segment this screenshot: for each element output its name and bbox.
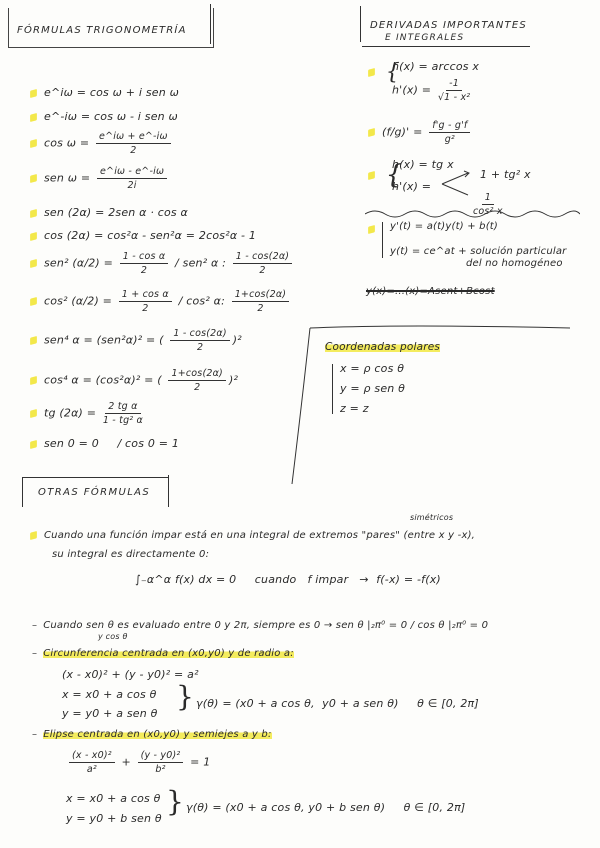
- otras-title-right: [168, 475, 169, 507]
- fraction: $\frac{1+\cos(2\alpha)}{2}$: [168, 368, 226, 393]
- circle-param: γ(θ) = (x0 + a cos θ, y0 + a sen θ) θ ∈ [0, 2π]: [196, 697, 479, 710]
- deriv-arccos-def: h(x) = arccos x: [392, 60, 480, 73]
- deriv-tg-option1: 1 + tg² x: [480, 168, 531, 181]
- formula-sen0: sen 0 = 0 / cos 0 = 1: [30, 437, 179, 450]
- circle-title: – Circunferencia centrada en (x0,y0) y de radio a:: [32, 648, 294, 659]
- bullet-icon: [368, 68, 375, 77]
- symmetric-note: simétricos: [410, 513, 454, 522]
- fraction: $\frac{1}{\text{cos² x}}$: [473, 192, 503, 217]
- fraction: $\frac{1+\cos(2\alpha)}{2}$: [232, 289, 290, 314]
- bullet-icon: [30, 336, 37, 345]
- polar-title: Coordenadas polares: [325, 341, 441, 353]
- formula-sen-2a: sen (2α) = 2sen α · cos α: [30, 206, 188, 219]
- deriv-quotient: (f/g)' = $\frac{f'g - g'f}{\text{g²}}$: [368, 120, 473, 145]
- fraction: $\frac{f'g - g'f}{\text{g²}}$: [429, 120, 470, 145]
- brace-icon: {: [385, 60, 400, 85]
- bullet-icon: [30, 112, 37, 121]
- deriv-tg-def: h(x) = tg x: [392, 158, 454, 171]
- formula-cos2-half: cos² (α/2) = $\frac{\text{1 + cos α}}{2}$ / cos² α: $\frac{1+\cos(2\alpha)}{2}$: [30, 289, 292, 314]
- fraction: $\frac{\text{(y - y0)²}}{\text{b²}}$: [138, 750, 184, 775]
- bullet-icon: [368, 224, 375, 233]
- ellipse-equation: $\frac{\text{(x - x0)²}}{\text{a²}}$ + $\frac{\text{(y - y0)²}}{\text{b²}}$ = 1: [66, 750, 210, 775]
- bullet-icon: [30, 88, 37, 97]
- bullet-icon: [30, 259, 37, 268]
- bullet-icon: [368, 170, 375, 179]
- deriv-tg-prime: h'(x) =: [392, 180, 432, 193]
- circle-brace-icon: }: [176, 680, 194, 713]
- fraction: $\frac{-1}{\text{√1 - x²}}$: [437, 78, 471, 103]
- fraction: $\frac{1 - \cos(2\alpha)}{2}$: [170, 328, 229, 353]
- ellipse-y: y = y0 + b sen θ: [66, 812, 162, 825]
- brace-icon: {: [385, 160, 403, 190]
- right-title-line1: DERIVADAS IMPORTANTES: [370, 20, 527, 31]
- fraction: $\frac{e\^{}i\omega - e\^{}-i\omega}{2i}$: [97, 166, 167, 191]
- otras-title: OTRAS FÓRMULAS: [38, 487, 151, 498]
- fraction: $\frac{\text{1 + cos α}}{2}$: [119, 289, 172, 314]
- sen-eval-sub: y cos θ: [98, 632, 128, 641]
- deriv-ode: [368, 222, 382, 235]
- formula-euler-minus: e^-iω = cos ω - i sen ω: [30, 110, 178, 123]
- deriv-ode-line3: del no homogéneo: [466, 258, 563, 269]
- bullet-icon: [30, 376, 37, 385]
- ellipse-title: – Elipse centrada en (x0,y0) y semiejes a y b:: [32, 729, 272, 740]
- left-title-rule: [210, 4, 211, 44]
- left-section-title: [8, 8, 214, 48]
- formula-cos-euler: cos ω = $\frac{e\^{}i\omega + e\^{}-i\omega}{2}$: [30, 131, 174, 156]
- formula-cos-2a: cos (2α) = cos²α - sen²α = 2cos²α - 1: [30, 229, 256, 242]
- wavy-divider: [365, 208, 580, 220]
- deriv-ode-line2: y(t) = ce^at + solución particular: [390, 246, 567, 257]
- right-title-line2: E INTEGRALES: [385, 33, 465, 43]
- polar-bracket: [332, 364, 333, 414]
- fraction: $\frac{e\^{}i\omega + e\^{}-i\omega}{2}$: [96, 131, 171, 156]
- deriv-arccos-prime: h'(x) = $\frac{-1}{\text{√1 - x²}}$: [392, 78, 471, 103]
- fraction: $\frac{\text{1 - cos α}}{2}$: [120, 251, 169, 276]
- odd-function-integral: ∫₋α^α f(x) dx = 0 cuando f impar → f(-x) = -f(x): [135, 573, 441, 586]
- ellipse-x: x = x0 + a cos θ: [66, 792, 161, 805]
- polar-z: z = z: [340, 402, 369, 415]
- bullet-icon: [30, 231, 37, 240]
- left-title-text: FÓRMULAS TRIGONOMETRÍA: [17, 25, 187, 36]
- bullet-icon: [368, 128, 375, 137]
- bullet-icon: [30, 409, 37, 418]
- crossed-out-note: y(x)=...(x)=Asent+Bcost: [366, 286, 495, 297]
- odd-function-line2: su integral es directamente 0:: [52, 549, 210, 560]
- formula-sen4: sen⁴ α = (sen²α)² = ( $\frac{1 - \cos(2\alpha)}{2}$ )²: [30, 328, 242, 353]
- bullet-icon: [30, 174, 37, 183]
- formula-sen2-half: sen² (α/2) = $\frac{\text{1 - cos α}}{2}$ / sen² α : $\frac{1 - \cos(2\alpha)}{2}$: [30, 251, 295, 276]
- formula-sen-euler: sen ω = $\frac{e\^{}i\omega - e\^{}-i\omega}{2i}$: [30, 166, 170, 191]
- odd-function-line1: Cuando una función impar está en una integral de extremos "pares" (entre x y -x),: [30, 530, 475, 541]
- otras-title-left: [22, 477, 23, 507]
- circle-y: y = y0 + a sen θ: [62, 707, 158, 720]
- bullet-icon: [30, 208, 37, 217]
- bullet-icon: [30, 530, 37, 539]
- formula-cos4: cos⁴ α = (cos²α)² = ( $\frac{1+\cos(2\alpha)}{2}$ )²: [30, 368, 238, 393]
- formula-euler-plus: e^iω = cos ω + i sen ω: [30, 86, 179, 99]
- sen-eval-line: – Cuando sen θ es evaluado entre 0 y 2π, siempre es 0 → sen θ |₂π⁰ = 0 / cos θ |₂π⁰ = 0: [32, 620, 489, 631]
- ode-bracket: [382, 222, 383, 258]
- ellipse-param: γ(θ) = (x0 + a cos θ, y0 + b sen θ) θ ∈ [0, 2π]: [186, 801, 466, 814]
- polar-y: y = ρ sen θ: [340, 382, 406, 395]
- fraction: $\frac{\text{(x - x0)²}}{\text{a²}}$: [69, 750, 115, 775]
- circle-equation: (x - x0)² + (y - y0)² = a²: [62, 668, 199, 681]
- bullet-icon: [30, 439, 37, 448]
- ellipse-brace-icon: }: [166, 785, 184, 818]
- bullet-icon: [30, 297, 37, 306]
- otras-title-top: [22, 477, 168, 478]
- fraction: $\frac{1 - \cos(2\alpha)}{2}$: [233, 251, 292, 276]
- bullet-icon: [30, 139, 37, 148]
- formula-tg-2a: tg (2α) = $\frac{\text{2 tg α}}{\text{1 - tg² α}}$: [30, 401, 146, 426]
- deriv-ode-line1: y'(t) = a(t)y(t) + b(t): [390, 221, 499, 232]
- right-title-underline: [362, 46, 530, 47]
- right-title-rule: [360, 6, 361, 42]
- circle-x: x = x0 + a cos θ: [62, 688, 157, 701]
- polar-x: x = ρ cos θ: [340, 362, 405, 375]
- fraction: $\frac{\text{2 tg α}}{\text{1 - tg² α}}$: [102, 401, 144, 426]
